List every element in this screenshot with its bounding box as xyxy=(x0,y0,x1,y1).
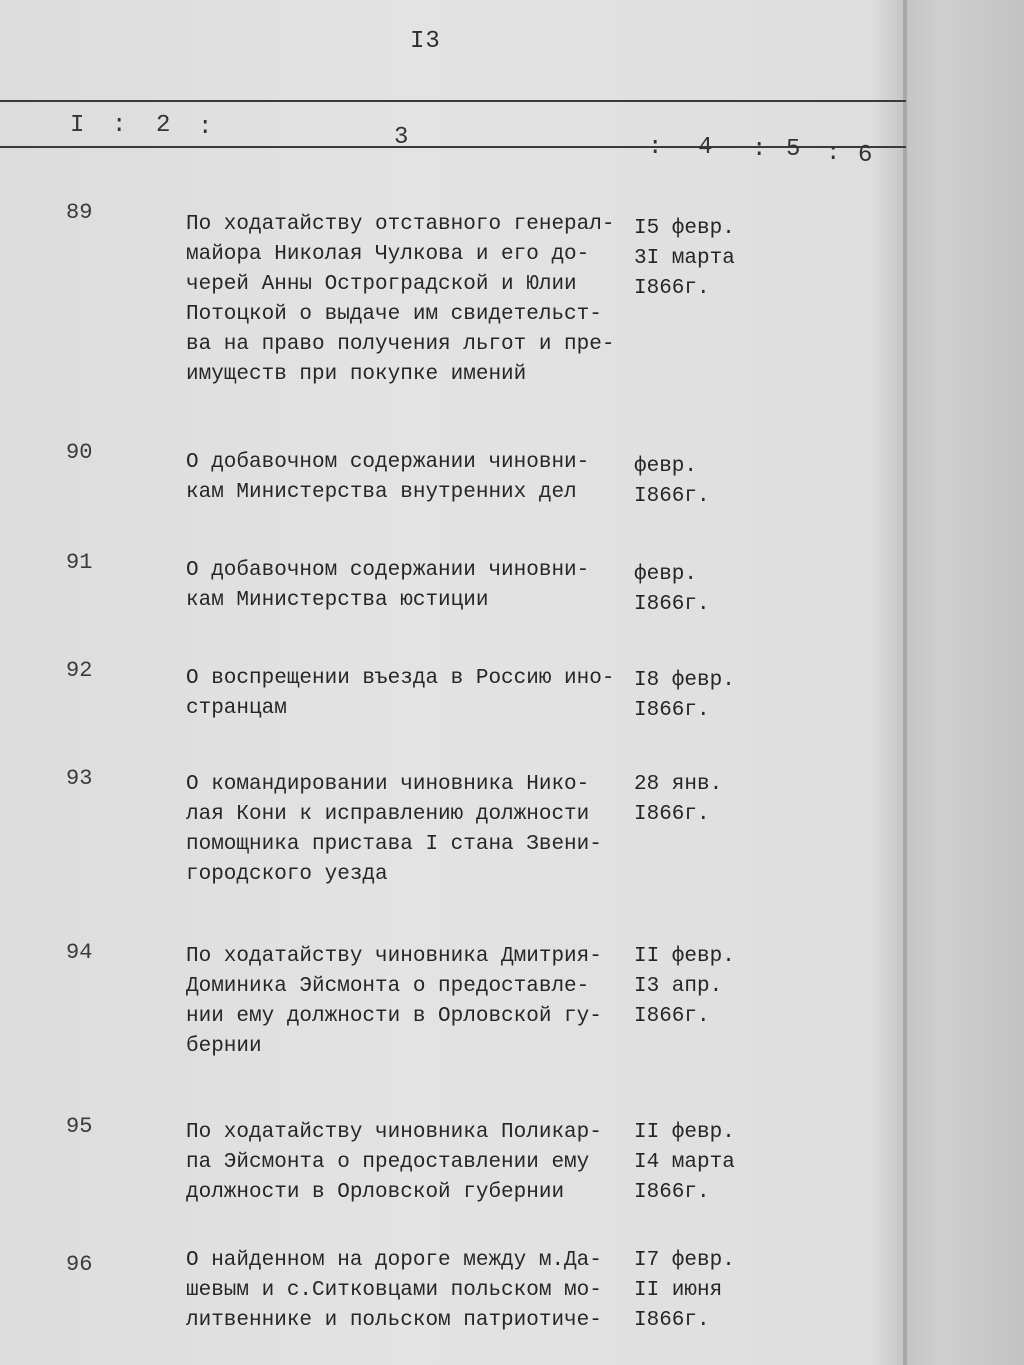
row-number: 95 xyxy=(66,1114,93,1139)
column-header-1: I xyxy=(70,112,85,139)
header-rule-bottom xyxy=(0,146,906,148)
row-number: 94 xyxy=(66,940,93,965)
row-title: По ходатайству чиновника Поликар- па Эйсмонта о предоставлении ему должности в Орловской губернии xyxy=(186,1121,602,1204)
column-separator: : xyxy=(826,140,841,167)
column-header-6: 6 xyxy=(858,142,873,169)
row-date: I8 февр. I866г. xyxy=(634,669,735,722)
row-number: 96 xyxy=(66,1252,93,1277)
row-date: февр. I866г. xyxy=(634,563,710,616)
row-title: О добавочном содержании чиновни- кам Министерства внутренних дел xyxy=(186,451,590,504)
row-title: По ходатайству отставного генерал- майора Николая Чулкова и его до- черей Анны Остроградской и Юлии Потоцкой о выдаче им свидетельст- ва на право получения льгот и пре- имуществ при покупке имений xyxy=(186,213,615,386)
column-header-3: 3 xyxy=(394,124,409,151)
row-title: О командировании чиновника Нико- лая Кони к исправлению должности помощника пристава I стана Звени- городского уезда xyxy=(186,773,602,886)
row-title: О воспрещении въезда в Россию ино- странцам xyxy=(186,667,615,720)
row-number: 93 xyxy=(66,766,93,791)
row-date: I5 февр. 3I марта I866г. xyxy=(634,217,735,300)
column-header-5: 5 xyxy=(786,136,801,163)
row-number: 91 xyxy=(66,550,93,575)
row-date: 28 янв. I866г. xyxy=(634,773,723,826)
row-title: По ходатайству чиновника Дмитрия- Доминика Эйсмонта о предоставле- нии ему должности в Орловской гу- бернии xyxy=(186,945,602,1058)
row-number: 92 xyxy=(66,658,93,683)
column-separator: : xyxy=(648,134,663,161)
row-date: февр. I866г. xyxy=(634,455,710,508)
column-header-4: 4 xyxy=(698,134,713,161)
row-date: II февр. I4 марта I866г. xyxy=(634,1121,735,1204)
column-separator: : xyxy=(198,114,213,141)
row-date: I7 февр. II июня I866г. xyxy=(634,1249,735,1332)
row-number: 90 xyxy=(66,440,93,465)
page-number: I3 xyxy=(410,28,441,55)
row-number: 89 xyxy=(66,200,93,225)
row-title: О добавочном содержании чиновни- кам Министерства юстиции xyxy=(186,559,590,612)
page-edge xyxy=(903,0,907,1365)
column-separator: : xyxy=(752,136,767,163)
column-separator: : xyxy=(112,112,127,139)
header-rule-top xyxy=(0,100,906,102)
column-header-2: 2 xyxy=(156,112,171,139)
row-date: II февр. I3 апр. I866г. xyxy=(634,945,735,1028)
row-title: О найденном на дороге между м.Да- шевым и с.Ситковцами польском мо- литвеннике и польском патриотиче- xyxy=(186,1249,602,1332)
